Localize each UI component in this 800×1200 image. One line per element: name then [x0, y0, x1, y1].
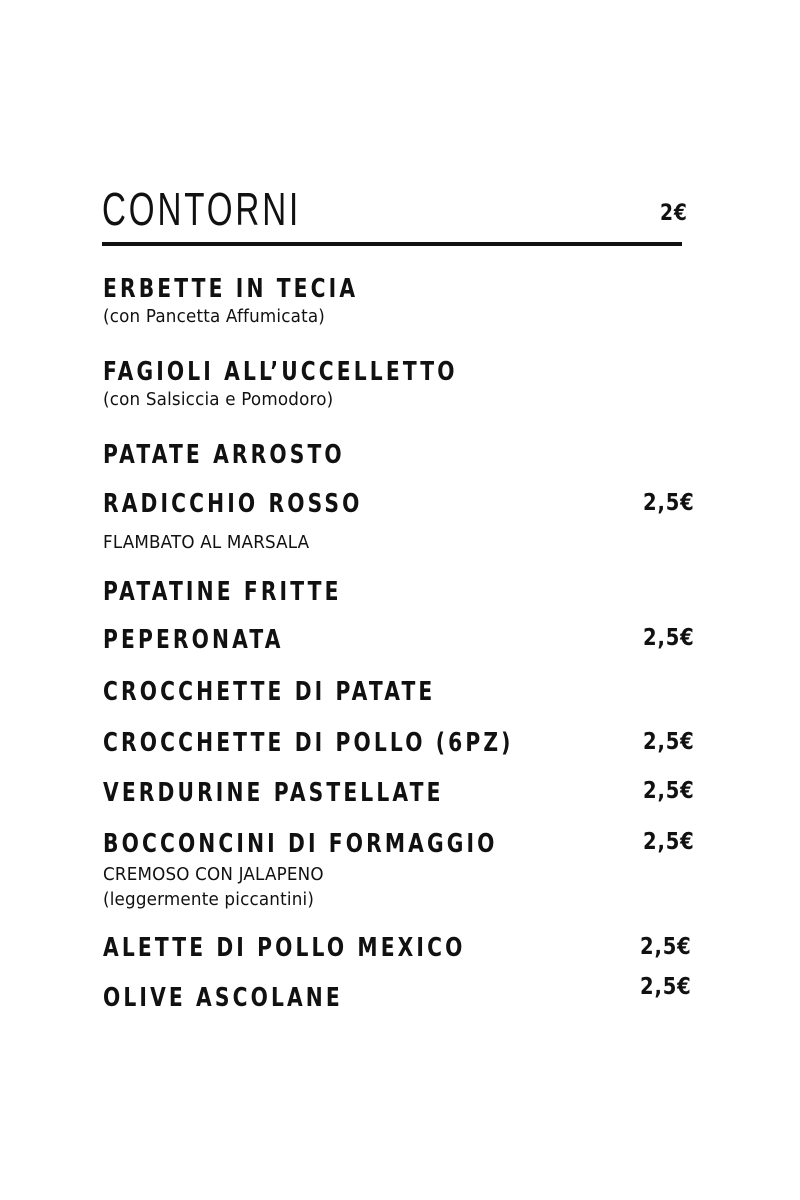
- menu-item-price: 2,5€: [643, 625, 695, 651]
- menu-item-name: CROCCHETTE DI PATATE: [103, 677, 436, 707]
- section-title: CONTORNI: [102, 183, 302, 235]
- menu-item-price: 2,5€: [640, 934, 692, 960]
- menu-item-price: 2,5€: [643, 729, 695, 755]
- menu-item-note: (con Pancetta Affumicata): [103, 306, 326, 327]
- menu-item-name: ALETTE DI POLLO MEXICO: [103, 933, 466, 963]
- menu-item-name: CROCCHETTE DI POLLO (6PZ): [103, 728, 514, 758]
- menu-item-name: BOCCONCINI DI FORMAGGIO: [103, 829, 498, 859]
- menu-item-price: 2,5€: [640, 974, 692, 1000]
- menu-item-price: 2,5€: [643, 778, 695, 804]
- menu-item-note: (leggermente piccantini): [103, 889, 315, 910]
- menu-item-price: 2,5€: [643, 829, 695, 855]
- menu-item-note: CREMOSO CON JALAPENO: [103, 864, 324, 885]
- menu-item-note: FLAMBATO AL MARSALA: [103, 532, 310, 553]
- menu-item-name: PEPERONATA: [103, 625, 284, 655]
- menu-item-price: 2,5€: [643, 490, 695, 516]
- section-base-price: 2€: [660, 201, 688, 226]
- menu-item-name: OLIVE ASCOLANE: [103, 983, 343, 1013]
- menu-item-name: VERDURINE PASTELLATE: [103, 778, 444, 808]
- menu-item-name: FAGIOLI ALL’UCCELLETTO: [103, 357, 458, 387]
- menu-item-name: ERBETTE IN TECIA: [103, 274, 359, 304]
- menu-item-name: RADICCHIO ROSSO: [103, 489, 363, 519]
- menu-item-name: PATATE ARROSTO: [103, 440, 345, 470]
- menu-item-note: (con Salsiccia e Pomodoro): [103, 389, 334, 410]
- title-divider: [102, 242, 682, 246]
- menu-item-name: PATATINE FRITTE: [103, 577, 342, 607]
